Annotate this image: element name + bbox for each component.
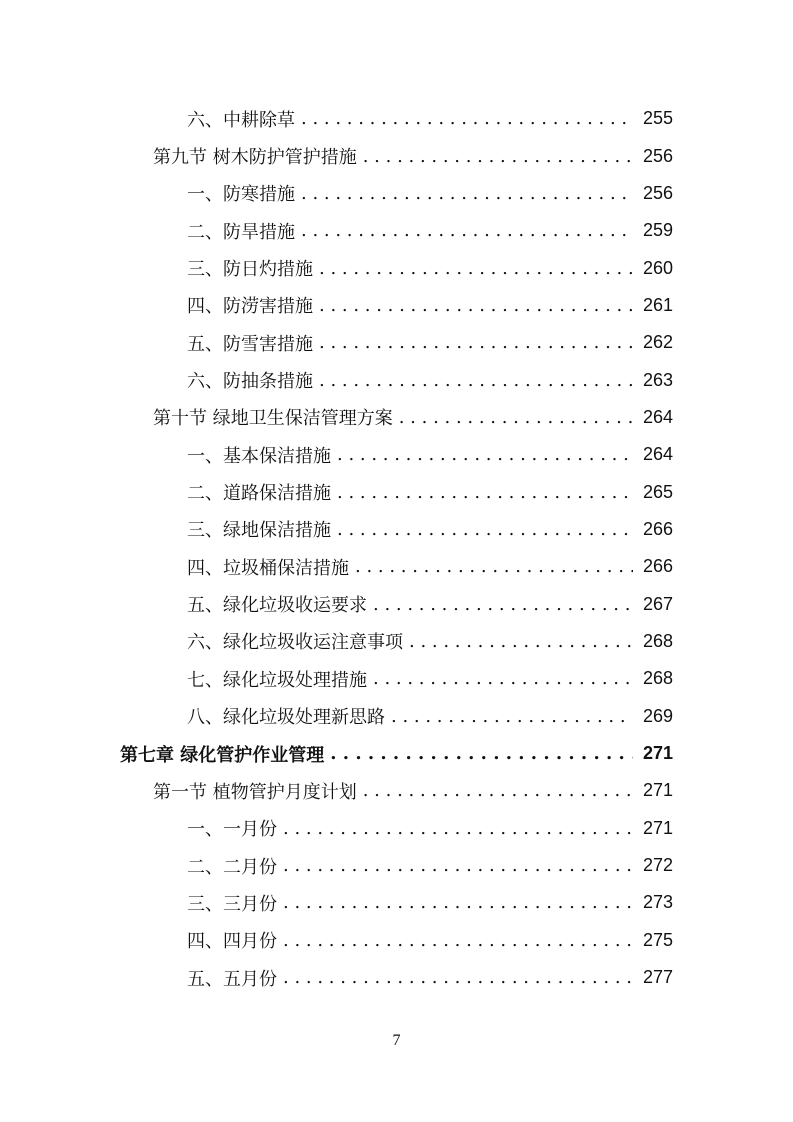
dot-leader [301, 220, 633, 241]
dot-leader [319, 295, 633, 316]
toc-entry-item[interactable] [0, 884, 793, 921]
toc-entry-page-number: 264 [642, 406, 673, 427]
dot-leader [363, 780, 633, 801]
toc-entry-item[interactable] [0, 249, 793, 286]
dot-leader [283, 892, 633, 913]
dot-leader [330, 743, 633, 764]
toc-entry-title: 第九节 树木防护管护措施 [153, 147, 357, 169]
toc-entry-title: 第七章 绿化管护作业管理 [120, 744, 325, 766]
toc-entry-item[interactable] [0, 511, 793, 548]
toc-entry-page-number: 273 [642, 892, 673, 913]
toc-entry-item[interactable] [0, 361, 793, 398]
toc-entry-page-number: 272 [642, 855, 673, 876]
toc-entry-title: 四、垃圾桶保洁措施 [187, 557, 349, 579]
toc-entry-page-number: 260 [642, 257, 673, 278]
toc-entry-item[interactable] [0, 287, 793, 324]
dot-leader [319, 332, 633, 353]
toc-entry-item[interactable] [0, 810, 793, 847]
toc-entry-page-number: 264 [642, 444, 673, 465]
toc-entry-item[interactable] [0, 473, 793, 510]
toc-entry-item[interactable] [0, 959, 793, 996]
toc-entry-page-number: 271 [642, 780, 673, 801]
dot-leader [301, 183, 633, 204]
dot-leader [399, 407, 633, 428]
toc-entry-title: 二、二月份 [187, 856, 277, 878]
dot-leader [319, 258, 633, 279]
toc-entry-page-number: 256 [642, 145, 673, 166]
toc-entry-title: 四、防涝害措施 [187, 296, 313, 318]
toc-entry-item[interactable] [0, 212, 793, 249]
dot-leader [283, 967, 633, 988]
toc-entry-title: 七、绿化垃圾处理措施 [187, 669, 367, 691]
toc-entry-page-number: 275 [642, 929, 673, 950]
toc-entry-title: 一、一月份 [187, 819, 277, 841]
toc-entry-title: 六、防抽条措施 [187, 371, 313, 393]
toc-entry-title: 八、绿化垃圾处理新思路 [187, 707, 385, 729]
toc-entry-section[interactable] [0, 137, 793, 174]
toc-entry-page-number: 268 [642, 630, 673, 651]
toc-entry-page-number: 261 [642, 294, 673, 315]
toc-entry-page-number: 271 [642, 743, 673, 764]
dot-leader [355, 556, 633, 577]
dot-leader [409, 631, 633, 652]
dot-leader [373, 594, 633, 615]
toc-entry-title: 三、三月份 [187, 893, 277, 915]
dot-leader [283, 855, 633, 876]
toc-entry-title: 六、绿化垃圾收运注意事项 [187, 632, 403, 654]
toc-entry-item[interactable] [0, 660, 793, 697]
dot-leader [319, 370, 633, 391]
dot-leader [337, 444, 633, 465]
toc-entry-item[interactable] [0, 585, 793, 622]
toc-entry-title: 第十节 绿地卫生保洁管理方案 [153, 408, 393, 430]
toc-entry-title: 五、防雪害措施 [187, 333, 313, 355]
toc-entry-item[interactable] [0, 324, 793, 361]
toc-entry-item[interactable] [0, 175, 793, 212]
toc-entry-title: 三、防日灼措施 [187, 259, 313, 281]
toc-entry-page-number: 259 [642, 220, 673, 241]
toc-entry-title: 五、绿化垃圾收运要求 [187, 595, 367, 617]
toc-entry-title: 二、道路保洁措施 [187, 483, 331, 505]
toc-entry-chapter[interactable] [0, 735, 793, 772]
toc-entry-page-number: 263 [642, 369, 673, 390]
toc-entry-item[interactable] [0, 436, 793, 473]
dot-leader [337, 482, 633, 503]
toc-entry-item[interactable] [0, 100, 793, 137]
toc-entry-title: 三、绿地保洁措施 [187, 520, 331, 542]
toc-entry-page-number: 268 [642, 668, 673, 689]
toc-entry-title: 二、防旱措施 [187, 221, 295, 243]
toc-entry-page-number: 256 [642, 182, 673, 203]
toc-entry-page-number: 262 [642, 332, 673, 353]
table-of-contents [0, 100, 793, 996]
page-number: 7 [392, 1032, 401, 1049]
dot-leader [391, 706, 633, 727]
toc-entry-page-number: 266 [642, 518, 673, 539]
toc-entry-page-number: 265 [642, 481, 673, 502]
dot-leader [283, 930, 633, 951]
toc-entry-title: 第一节 植物管护月度计划 [153, 781, 357, 803]
toc-entry-item[interactable] [0, 847, 793, 884]
dot-leader [283, 818, 633, 839]
toc-entry-section[interactable] [0, 399, 793, 436]
toc-entry-section[interactable] [0, 772, 793, 809]
toc-entry-item[interactable] [0, 698, 793, 735]
toc-entry-title: 一、基本保洁措施 [187, 445, 331, 467]
toc-entry-page-number: 271 [642, 817, 673, 838]
toc-entry-title: 一、防寒措施 [187, 184, 295, 206]
toc-entry-page-number: 267 [642, 593, 673, 614]
toc-entry-item[interactable] [0, 922, 793, 959]
dot-leader [373, 668, 633, 689]
toc-entry-page-number: 269 [642, 705, 673, 726]
dot-leader [337, 519, 633, 540]
toc-entry-item[interactable] [0, 623, 793, 660]
toc-entry-item[interactable] [0, 548, 793, 585]
toc-entry-page-number: 255 [642, 108, 673, 129]
dot-leader [363, 146, 633, 167]
toc-entry-title: 六、中耕除草 [187, 109, 295, 131]
toc-entry-title: 五、五月份 [187, 968, 277, 990]
dot-leader [301, 108, 633, 129]
toc-entry-page-number: 277 [642, 967, 673, 988]
toc-entry-title: 四、四月份 [187, 931, 277, 953]
toc-entry-page-number: 266 [642, 556, 673, 577]
